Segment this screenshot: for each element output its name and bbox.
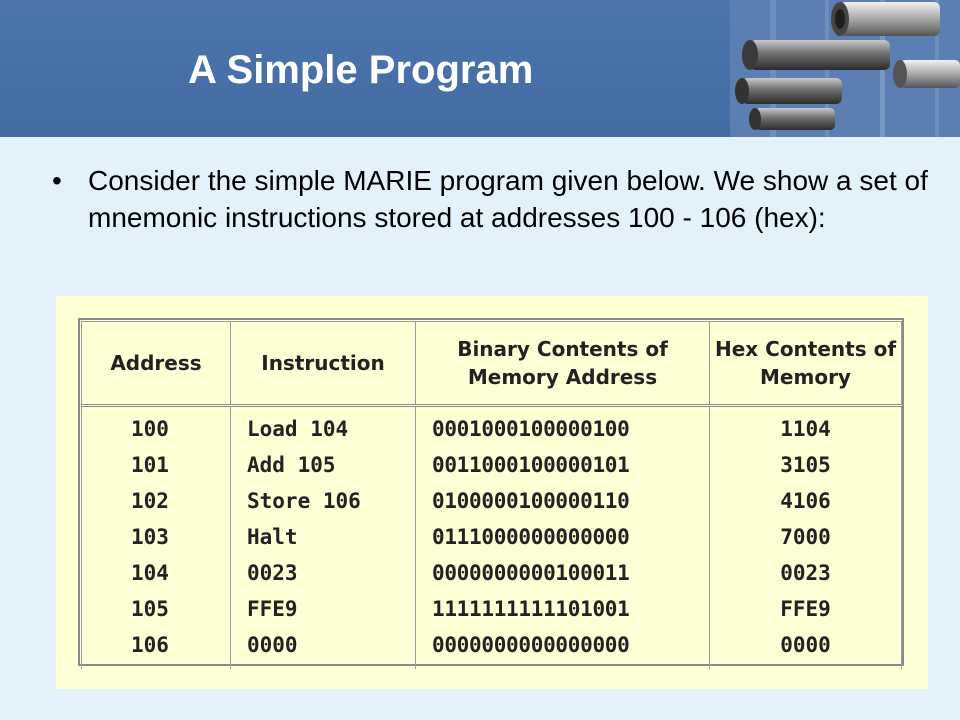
cell-address: 105 bbox=[82, 591, 231, 627]
cell-address: 102 bbox=[82, 483, 231, 519]
header-decoration-image bbox=[730, 0, 960, 137]
cell-hex: 0023 bbox=[710, 555, 902, 591]
cell-binary: 0111000000000000 bbox=[416, 519, 710, 555]
header-instruction: Instruction bbox=[231, 322, 416, 406]
bullet-text: Consider the simple MARIE program given below. We show a set of mnemonic instructions stored at addresses 100 - 106 (hex): bbox=[88, 165, 928, 233]
memory-table-panel bbox=[56, 296, 928, 689]
cell-binary: 0100000100000110 bbox=[416, 483, 710, 519]
table-row bbox=[82, 406, 902, 448]
cell-binary: 0000000000100011 bbox=[416, 555, 710, 591]
cell-binary: 0001000100000100 bbox=[416, 406, 710, 448]
header-binary-contents: Binary Contents of Memory Address bbox=[416, 322, 710, 406]
header-hex-contents: Hex Contents of Memory bbox=[710, 322, 902, 406]
cell-instruction: Load 104 bbox=[231, 406, 416, 448]
table-row bbox=[82, 447, 902, 483]
cell-hex: 1104 bbox=[710, 406, 902, 448]
cell-binary: 0000000000000000 bbox=[416, 627, 710, 669]
cell-address: 100 bbox=[82, 406, 231, 448]
cell-hex: 7000 bbox=[710, 519, 902, 555]
cell-instruction: 0000 bbox=[231, 627, 416, 669]
cell-address: 106 bbox=[82, 627, 231, 669]
cell-address: 101 bbox=[82, 447, 231, 483]
cell-instruction: FFE9 bbox=[231, 591, 416, 627]
cell-address: 104 bbox=[82, 555, 231, 591]
cell-hex: FFE9 bbox=[710, 591, 902, 627]
bullet-item bbox=[52, 162, 932, 236]
table-row bbox=[82, 519, 902, 555]
cell-hex: 3105 bbox=[710, 447, 902, 483]
table-row bbox=[82, 483, 902, 519]
cell-instruction: 0023 bbox=[231, 555, 416, 591]
cell-binary: 1111111111101001 bbox=[416, 591, 710, 627]
cell-hex: 4106 bbox=[710, 483, 902, 519]
table-row bbox=[82, 591, 902, 627]
cell-address: 103 bbox=[82, 519, 231, 555]
cell-binary: 0011000100000101 bbox=[416, 447, 710, 483]
memory-table bbox=[81, 321, 902, 669]
table-header-row bbox=[82, 322, 902, 406]
header-address: Address bbox=[82, 322, 231, 406]
cell-instruction: Store 106 bbox=[231, 483, 416, 519]
slide-title: A Simple Program bbox=[188, 48, 534, 92]
bullet-marker: • bbox=[52, 165, 62, 196]
cell-instruction: Halt bbox=[231, 519, 416, 555]
table-row bbox=[82, 627, 902, 669]
cell-hex: 0000 bbox=[710, 627, 902, 669]
cell-instruction: Add 105 bbox=[231, 447, 416, 483]
slide-header bbox=[0, 0, 960, 137]
table-row bbox=[82, 555, 902, 591]
